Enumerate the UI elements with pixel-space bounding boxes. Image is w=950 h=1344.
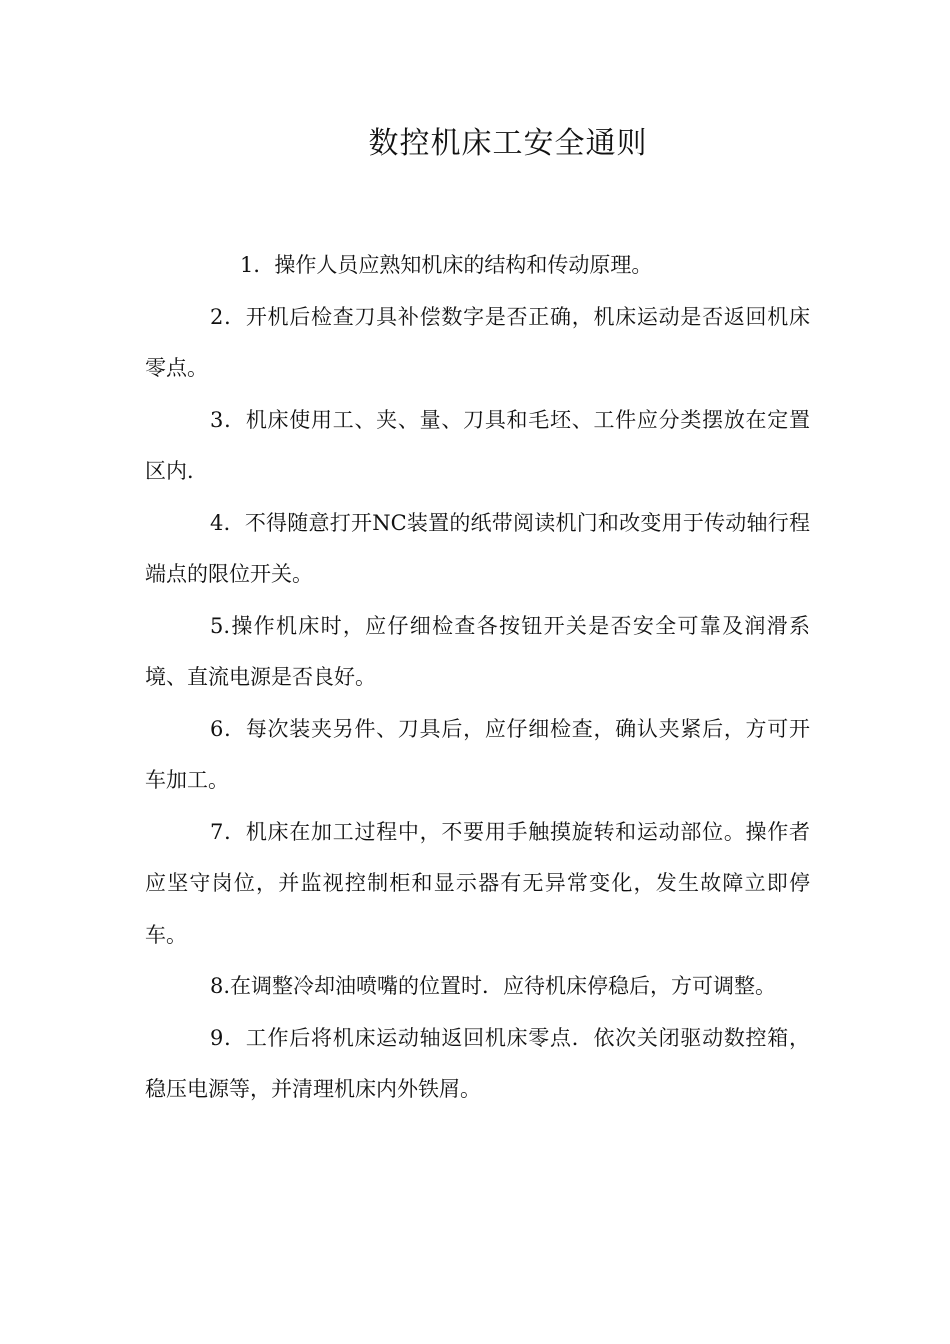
rule-paragraph-2: 2．开机后检查刀具补偿数字是否正确，机床运动是否返回机床零点。 bbox=[145, 304, 810, 380]
rule-paragraph-9: 9．工作后将机床运动轴返回机床零点．依次关闭驱动数控箱，稳压电源等，并清理机床内外铁屑。 bbox=[145, 1025, 810, 1101]
document-body bbox=[145, 240, 810, 1116]
rule-paragraph-6: 6．每次装夹另件、刀具后，应仔细检查，确认夹紧后，方可开车加工。 bbox=[145, 716, 810, 792]
rule-paragraph-8: 8.在调整冷却油喷嘴的位置时．应待机床停稳后，方可调整。 bbox=[210, 974, 777, 998]
rule-paragraph-4: 4．不得随意打开NC装置的纸带阅读机门和改变用于传动轴行程端点的限位开关。 bbox=[145, 510, 810, 586]
rule-paragraph-7: 7．机床在加工过程中，不要用手触摸旋转和运动部位。操作者应坚守岗位，并监视控制柜和显示器有无异常变化，发生故障立即停车。 bbox=[145, 819, 810, 947]
document-title: 数控机床工安全通则 bbox=[368, 126, 648, 161]
rule-paragraph-5: 5.操作机床时，应仔细检查各按钮开关是否安全可靠及润滑系境、直流电源是否良好。 bbox=[145, 613, 810, 689]
rule-paragraph-3: 3．机床使用工、夹、量、刀具和毛坯、工件应分类摆放在定置区内． bbox=[145, 407, 810, 483]
rule-paragraph-1: 1．操作人员应熟知机床的结构和传动原理。 bbox=[240, 253, 653, 277]
